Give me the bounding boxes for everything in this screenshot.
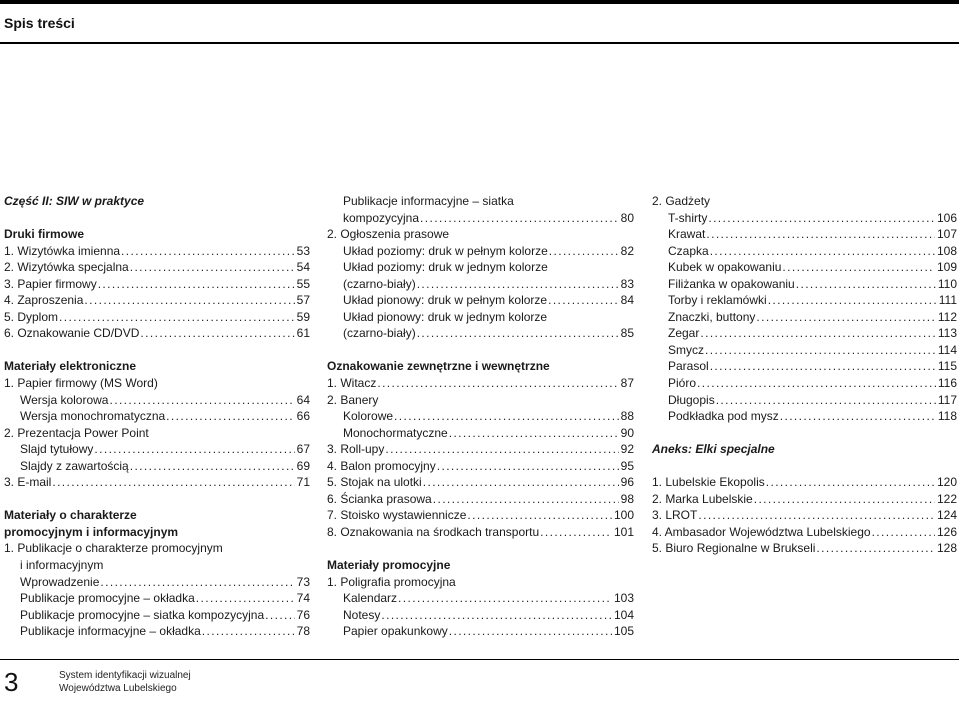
toc-entry-label: (czarno-biały) — [343, 276, 416, 291]
toc-entry[interactable] — [4, 259, 310, 276]
toc-entry[interactable] — [4, 607, 310, 624]
toc-page-number: 67 — [296, 442, 310, 457]
dot-leader — [109, 392, 294, 409]
dot-leader — [265, 607, 295, 624]
toc-entry[interactable] — [327, 491, 634, 508]
toc-page-number: 110 — [937, 276, 957, 291]
toc-entry-label: 5. Dyplom — [4, 309, 59, 324]
section-heading: Druki firmowe — [4, 227, 85, 242]
toc-entry[interactable] — [4, 574, 310, 591]
dot-leader — [549, 243, 619, 260]
toc-entry-label: 4. Zaproszenia — [4, 293, 84, 308]
toc-page-number: 80 — [620, 210, 634, 225]
toc-entry[interactable] — [327, 243, 634, 260]
toc-line — [327, 309, 634, 326]
toc-entry-label: 1. Witacz — [327, 376, 377, 391]
toc-entry[interactable] — [327, 590, 634, 607]
section-heading: Materiały elektroniczne — [4, 359, 137, 374]
toc-line — [327, 392, 634, 409]
toc-entry[interactable] — [4, 325, 310, 342]
toc-page-number: 78 — [296, 624, 310, 639]
toc-entry[interactable] — [327, 474, 634, 491]
dot-leader — [548, 292, 619, 309]
toc-entry-label: Slajdy z zawartością — [20, 458, 129, 473]
toc-entry-label: Publikacje informacyjne – okładka — [20, 624, 201, 639]
toc-page-number: 114 — [937, 342, 957, 357]
toc-entry[interactable] — [652, 259, 957, 276]
dot-leader — [100, 574, 294, 591]
dot-leader — [121, 243, 295, 260]
toc-entry-label: Kubek w opakowaniu — [668, 260, 782, 275]
toc-label: 2. Banery — [327, 392, 379, 407]
toc-label: 1. Publikacje o charakterze promocyjnym — [4, 541, 223, 556]
toc-entry-label: Kolorowe — [343, 409, 394, 424]
toc-entry-label: Zegar — [668, 326, 700, 341]
dot-leader — [417, 325, 619, 342]
dot-leader — [706, 226, 935, 243]
toc-entry-label: Slajd tytułowy — [20, 442, 94, 457]
top-rule — [0, 0, 959, 4]
dot-leader — [816, 540, 935, 557]
toc-entry-label: Podkładka pod mysz — [668, 409, 779, 424]
dot-leader — [417, 276, 619, 293]
toc-label: 2. Ogłoszenia prasowe — [327, 227, 450, 242]
toc-entry-label: kompozycyjna — [343, 210, 420, 225]
toc-entry-label: Wersja kolorowa — [20, 392, 109, 407]
toc-entry-label: Znaczki, buttony — [668, 309, 756, 324]
dot-leader — [166, 408, 294, 425]
toc-column-1 — [4, 193, 310, 640]
toc-page-number: 92 — [620, 442, 634, 457]
toc-entry-label: Wprowadzenie — [20, 574, 100, 589]
dot-leader — [385, 441, 618, 458]
toc-page-number: 61 — [296, 326, 310, 341]
toc-entry[interactable] — [652, 358, 957, 375]
dot-leader — [433, 491, 619, 508]
toc-page-number: 73 — [296, 574, 310, 589]
toc-entry-label: Smycz — [668, 342, 704, 357]
toc-entry-label: Notesy — [343, 607, 381, 622]
toc-entry[interactable] — [327, 524, 634, 541]
dot-leader — [381, 607, 612, 624]
toc-entry[interactable] — [4, 623, 310, 640]
toc-line — [4, 425, 310, 442]
toc-entry-label: 3. Papier firmowy — [4, 276, 97, 291]
toc-line — [652, 193, 957, 210]
toc-entry[interactable] — [4, 474, 310, 491]
toc-entry-label: Publikacje promocyjne – okładka — [20, 591, 195, 606]
title-rule — [0, 42, 959, 44]
toc-entry[interactable] — [327, 292, 634, 309]
toc-entry[interactable] — [327, 607, 634, 624]
footer-rule — [0, 659, 959, 660]
toc-line — [327, 259, 634, 276]
toc-label: i informacyjnym — [20, 558, 104, 573]
toc-line — [327, 193, 634, 210]
dot-leader — [697, 375, 936, 392]
part-heading: Aneks: Elki specjalne — [652, 442, 775, 457]
dot-leader — [756, 309, 935, 326]
dot-leader — [377, 375, 618, 392]
spacer — [4, 210, 310, 227]
toc-entry-label: Parasol — [668, 359, 709, 374]
dot-leader — [540, 524, 612, 541]
toc-page-number: 95 — [620, 458, 634, 473]
toc-page-number: 90 — [620, 425, 634, 440]
toc-entry-label: Krawat — [668, 227, 706, 242]
toc-page-number: 69 — [296, 458, 310, 473]
toc-entry-label: 3. E-mail — [4, 475, 52, 490]
toc-label: 2. Gadżety — [652, 194, 711, 208]
toc-page-number: 120 — [936, 475, 957, 490]
dot-leader — [780, 408, 936, 425]
toc-label: 1. Papier firmowy (MS Word) — [4, 376, 158, 391]
toc-page-number: 98 — [620, 491, 634, 506]
spacer — [327, 342, 634, 359]
toc-entry-label: 5. Stojak na ulotki — [327, 475, 422, 490]
toc-entry[interactable] — [4, 458, 310, 475]
spacer — [652, 458, 957, 475]
toc-page-number: 105 — [613, 624, 634, 639]
toc-entry-label: 1. Lubelskie Ekopolis — [652, 475, 765, 490]
dot-leader — [708, 210, 935, 227]
toc-entry[interactable] — [4, 309, 310, 326]
dot-leader — [766, 474, 935, 491]
toc-label: Publikacje informacyjne – siatka — [343, 194, 514, 208]
toc-entry-label: 5. Biuro Regionalne w Brukseli — [652, 541, 816, 556]
spacer — [327, 540, 634, 557]
toc-entry-label: 4. Ambasador Województwa Lubelskiego — [652, 524, 871, 539]
toc-entry-label: 6. Oznakowanie CD/DVD — [4, 326, 140, 341]
toc-page-number: 112 — [937, 309, 957, 324]
dot-leader — [130, 458, 295, 475]
toc-entry-label: Układ pionowy: druk w pełnym kolorze — [343, 293, 548, 308]
toc-page-number: 96 — [620, 475, 634, 490]
toc-page-number: 118 — [937, 409, 957, 424]
toc-entry[interactable] — [4, 408, 310, 425]
toc-line — [327, 226, 634, 243]
toc-entry[interactable] — [652, 375, 957, 392]
toc-entry[interactable] — [4, 441, 310, 458]
toc-entry[interactable] — [327, 375, 634, 392]
toc-entry-label: Układ poziomy: druk w pełnym kolorze — [343, 243, 548, 258]
toc-entry[interactable] — [327, 425, 634, 442]
toc-entry[interactable] — [652, 243, 957, 260]
toc-page-number: 126 — [936, 524, 957, 539]
toc-entry-label: Długopis — [668, 392, 715, 407]
toc-entry-label: 3. LROT — [652, 508, 698, 523]
toc-page-number: 64 — [296, 392, 310, 407]
toc-entry[interactable] — [327, 623, 634, 640]
toc-line — [4, 375, 310, 392]
toc-entry-label: Papier opakunkowy — [343, 624, 448, 639]
toc-page-number: 117 — [937, 392, 957, 407]
toc-page-number: 54 — [296, 260, 310, 275]
spacer — [4, 491, 310, 508]
toc-entry[interactable] — [4, 276, 310, 293]
toc-page-number: 66 — [296, 409, 310, 424]
toc-entry[interactable] — [652, 507, 957, 524]
toc-page-number: 100 — [613, 508, 634, 523]
toc-page-number: 128 — [936, 541, 957, 556]
toc-page-number: 108 — [936, 243, 957, 258]
toc-page-number: 122 — [936, 491, 957, 506]
toc-entry-label: T-shirty — [668, 210, 708, 225]
toc-label: 2. Prezentacja Power Point — [4, 425, 149, 440]
toc-entry[interactable] — [652, 210, 957, 227]
dot-leader — [140, 325, 294, 342]
dot-leader — [94, 441, 294, 458]
dot-leader — [398, 590, 612, 607]
toc-entry[interactable] — [327, 325, 634, 342]
toc-page-number: 107 — [936, 227, 957, 242]
toc-page-number: 124 — [936, 508, 957, 523]
toc-entry[interactable] — [652, 491, 957, 508]
toc-entry-label: 2. Marka Lubelskie — [652, 491, 753, 506]
toc-page-number: 109 — [936, 260, 957, 275]
toc-line — [4, 557, 310, 574]
toc-entry[interactable] — [4, 392, 310, 409]
toc-page-number: 115 — [937, 359, 957, 374]
dot-leader — [796, 276, 936, 293]
toc-entry[interactable] — [327, 507, 634, 524]
toc-entry[interactable] — [652, 325, 957, 342]
toc-page-number: 101 — [613, 524, 634, 539]
toc-entry[interactable] — [652, 474, 957, 491]
toc-page-number: 113 — [937, 326, 957, 341]
toc-page-number: 57 — [296, 293, 310, 308]
toc-entry[interactable] — [652, 292, 957, 309]
toc-entry[interactable] — [4, 292, 310, 309]
page-title: Spis treści — [4, 15, 75, 31]
toc-entry-label: Monochormatyczne — [343, 425, 448, 440]
dot-leader — [710, 243, 935, 260]
toc-page-number: 85 — [620, 326, 634, 341]
toc-page-number: 82 — [620, 243, 634, 258]
dot-leader — [394, 408, 619, 425]
dot-leader — [59, 309, 295, 326]
dot-leader — [449, 623, 612, 640]
toc-entry[interactable] — [327, 210, 634, 227]
toc-entry-label: Filiżanka w opakowaniu — [668, 276, 795, 291]
toc-entry-label: 8. Oznakowania na środkach transportu — [327, 524, 540, 539]
toc-entry[interactable] — [4, 243, 310, 260]
section-heading: Materiały o charakterze — [4, 508, 137, 523]
toc-page-number: 87 — [620, 376, 634, 391]
footer-publication-title: System identyfikacji wizualnej — [59, 670, 191, 681]
toc-page-number: 104 — [613, 607, 634, 622]
toc-entry[interactable] — [327, 408, 634, 425]
dot-leader — [423, 474, 619, 491]
toc-entry[interactable] — [652, 342, 957, 359]
toc-entry[interactable] — [327, 276, 634, 293]
dot-leader — [52, 474, 294, 491]
toc-entry[interactable] — [652, 276, 957, 293]
dot-leader — [449, 425, 619, 442]
toc-entry[interactable] — [652, 309, 957, 326]
spacer — [652, 425, 957, 442]
toc-page-number: 76 — [296, 607, 310, 622]
toc-page-number: 83 — [620, 276, 634, 291]
toc-entry[interactable] — [652, 408, 957, 425]
toc-page-number: 74 — [296, 591, 310, 606]
toc-column-3 — [652, 193, 957, 557]
toc-entry-label: Kalendarz — [343, 591, 398, 606]
toc-entry[interactable] — [327, 458, 634, 475]
toc-page-number: 53 — [296, 243, 310, 258]
toc-entry[interactable] — [652, 392, 957, 409]
toc-label: Układ poziomy: druk w jednym kolorze — [343, 260, 548, 275]
toc-page-number: 103 — [613, 591, 634, 606]
part-heading: Część II: SIW w praktyce — [4, 194, 145, 208]
toc-page-number: 106 — [936, 210, 957, 225]
toc-entry-label: Publikacje promocyjne – siatka kompozycyjna — [20, 607, 265, 622]
dot-leader — [130, 259, 295, 276]
toc-page-number: 116 — [937, 376, 957, 391]
page-number: 3 — [4, 667, 19, 697]
section-heading: promocyjnym i informacyjnym — [4, 524, 179, 539]
toc-entry[interactable] — [327, 441, 634, 458]
toc-column-2 — [327, 193, 634, 640]
footer-publication-subtitle: Województwa Lubelskiego — [59, 683, 177, 694]
dot-leader — [467, 507, 612, 524]
dot-leader — [437, 458, 619, 475]
toc-entry-label: 2. Wizytówka specjalna — [4, 260, 129, 275]
toc-page-number: 59 — [296, 309, 310, 324]
dot-leader — [700, 325, 936, 342]
dot-leader — [872, 524, 935, 541]
toc-page-number: 71 — [296, 475, 310, 490]
toc-page-number: 88 — [620, 409, 634, 424]
toc-entry[interactable] — [652, 540, 957, 557]
toc-entry-label: (czarno-biały) — [343, 326, 416, 341]
toc-label: Układ pionowy: druk w jednym kolorze — [343, 309, 548, 324]
dot-leader — [84, 292, 294, 309]
dot-leader — [716, 392, 936, 409]
toc-entry-label: Wersja monochromatyczna — [20, 409, 166, 424]
toc-entry-label: Torby i reklamówki — [668, 293, 767, 308]
section-heading: Materiały promocyjne — [327, 558, 451, 573]
toc-page-number: 84 — [620, 293, 634, 308]
dot-leader — [782, 259, 935, 276]
toc-page-number: 111 — [938, 293, 957, 308]
toc-entry[interactable] — [4, 590, 310, 607]
toc-entry-label: 1. Wizytówka imienna — [4, 243, 121, 258]
toc-entry-label: 4. Balon promocyjny — [327, 458, 436, 473]
toc-entry[interactable] — [652, 524, 957, 541]
dot-leader — [98, 276, 295, 293]
dot-leader — [196, 590, 295, 607]
toc-entry-label: 3. Roll-upy — [327, 442, 385, 457]
toc-entry-label: Pióro — [668, 376, 697, 391]
dot-leader — [768, 292, 937, 309]
toc-page-number: 55 — [296, 276, 310, 291]
toc-entry-label: 6. Ścianka prasowa — [327, 491, 432, 506]
toc-label: 1. Poligrafia promocyjna — [327, 574, 456, 589]
dot-leader — [698, 507, 935, 524]
dot-leader — [705, 342, 936, 359]
toc-line — [4, 540, 310, 557]
dot-leader — [754, 491, 935, 508]
toc-entry-label: 7. Stoisko wystawiennicze — [327, 508, 467, 523]
dot-leader — [710, 358, 936, 375]
dot-leader — [420, 210, 619, 227]
dot-leader — [202, 623, 295, 640]
toc-entry-label: Czapka — [668, 243, 709, 258]
section-heading: Oznakowanie zewnętrzne i wewnętrzne — [327, 359, 550, 374]
toc-entry[interactable] — [652, 226, 957, 243]
toc-line — [327, 574, 634, 591]
spacer — [4, 342, 310, 359]
